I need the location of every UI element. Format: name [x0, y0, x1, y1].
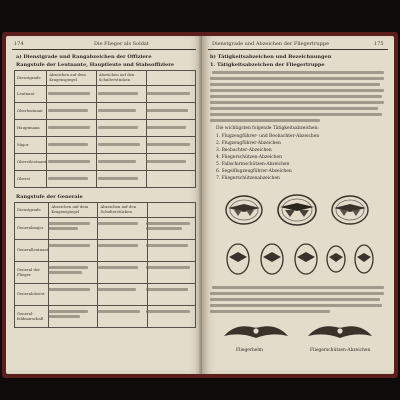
right-page: [202, 36, 394, 374]
rank-label: Generaloberst: [17, 292, 45, 297]
section-a-title: a) Dienstgrade und Rangabzeichen der Offiziere: [16, 54, 152, 60]
rank-label: Oberst: [17, 176, 31, 181]
list-item: 1. Flugzeugführer- und Beobachter-Abzeichen: [216, 134, 320, 139]
table1-title: Rangstufe der Leutnante, Hauptleute und Stabsoffiziere: [16, 62, 175, 68]
wings-row: [216, 318, 382, 346]
table-header: Abzeichen auf dem Kragenspiegel: [49, 73, 86, 82]
list-item: 6. Segelflugzeugführer-Abzeichen: [216, 169, 292, 174]
rank-label: Oberstleutnant: [17, 159, 47, 164]
pilot-badge-icon: [261, 244, 283, 274]
table-header: Dienstgrade: [17, 207, 41, 212]
rank-label: General-feldmarschall: [17, 311, 44, 321]
running-head-left: Die Flieger als Soldat: [94, 41, 149, 47]
page-number-right: 175: [374, 41, 384, 47]
rank-label: Major: [17, 142, 29, 147]
pilot-badge-icon: [278, 195, 316, 225]
list-item: 5. Fallschirmschützen-Abzeichen: [216, 162, 290, 167]
rank-label: Leutnant: [17, 91, 35, 96]
rank-label: Oberleutnant: [17, 108, 43, 113]
page-number-left: 174: [14, 41, 24, 47]
list-item: 2. Flugzeugführer-Abzeichen: [216, 141, 281, 146]
badge-row-1: [222, 186, 372, 234]
list-item: 7. Fliegerschützenabzeichen: [216, 176, 280, 181]
table-header: Abzeichen auf den Schulterstücken: [98, 73, 135, 82]
pilot-badge-icon: [332, 196, 368, 224]
rank-label: General der Flieger: [17, 267, 40, 277]
rank-label: Generalmajor: [17, 226, 44, 231]
wings-icon: [224, 326, 288, 338]
rank-label: Hauptmann: [17, 125, 40, 130]
list-item: 3. Beobachter-Abzeichen: [216, 148, 272, 153]
table-header: Abzeichen auf den Schulterstücken: [100, 205, 137, 214]
table-header: Abzeichen auf dem Kragenspiegel: [51, 205, 89, 214]
pilot-badge-icon: [226, 196, 262, 224]
rank-table-1: [14, 70, 196, 188]
running-head-right: Dienstgrade und Abzeichen der Fliegertruppe: [212, 41, 330, 47]
list-intro: Die wichtigsten folgende Tätigkeitsabzeichen:: [216, 126, 319, 131]
badge-row-2: [220, 236, 378, 282]
table2-title: Rangstufe der Generale: [16, 194, 83, 200]
pilot-badge-icon: [327, 246, 345, 272]
section-b-title: b) Tätigkeitsabzeichen und Bezeichnungen: [210, 54, 332, 60]
table-header: Dienstgrade: [17, 75, 41, 80]
pilot-badge-icon: [227, 244, 249, 274]
wings-icon: [308, 326, 372, 338]
pilot-badge-icon: [355, 245, 373, 273]
sub-title: 1. Tätigkeitsabzeichen der Fliegertruppe: [210, 62, 325, 68]
left-page: [6, 36, 202, 374]
divider: [208, 49, 388, 50]
pilot-badge-icon: [295, 244, 317, 274]
caption-right: Fliegerschützen-Abzeichen: [310, 348, 371, 353]
divider: [12, 49, 196, 50]
caption-left: Fliegerhelm: [236, 348, 263, 353]
rank-label: Generalleutnant: [17, 248, 49, 253]
list-item: 4. Fliegerschützen-Abzeichen: [216, 155, 282, 160]
